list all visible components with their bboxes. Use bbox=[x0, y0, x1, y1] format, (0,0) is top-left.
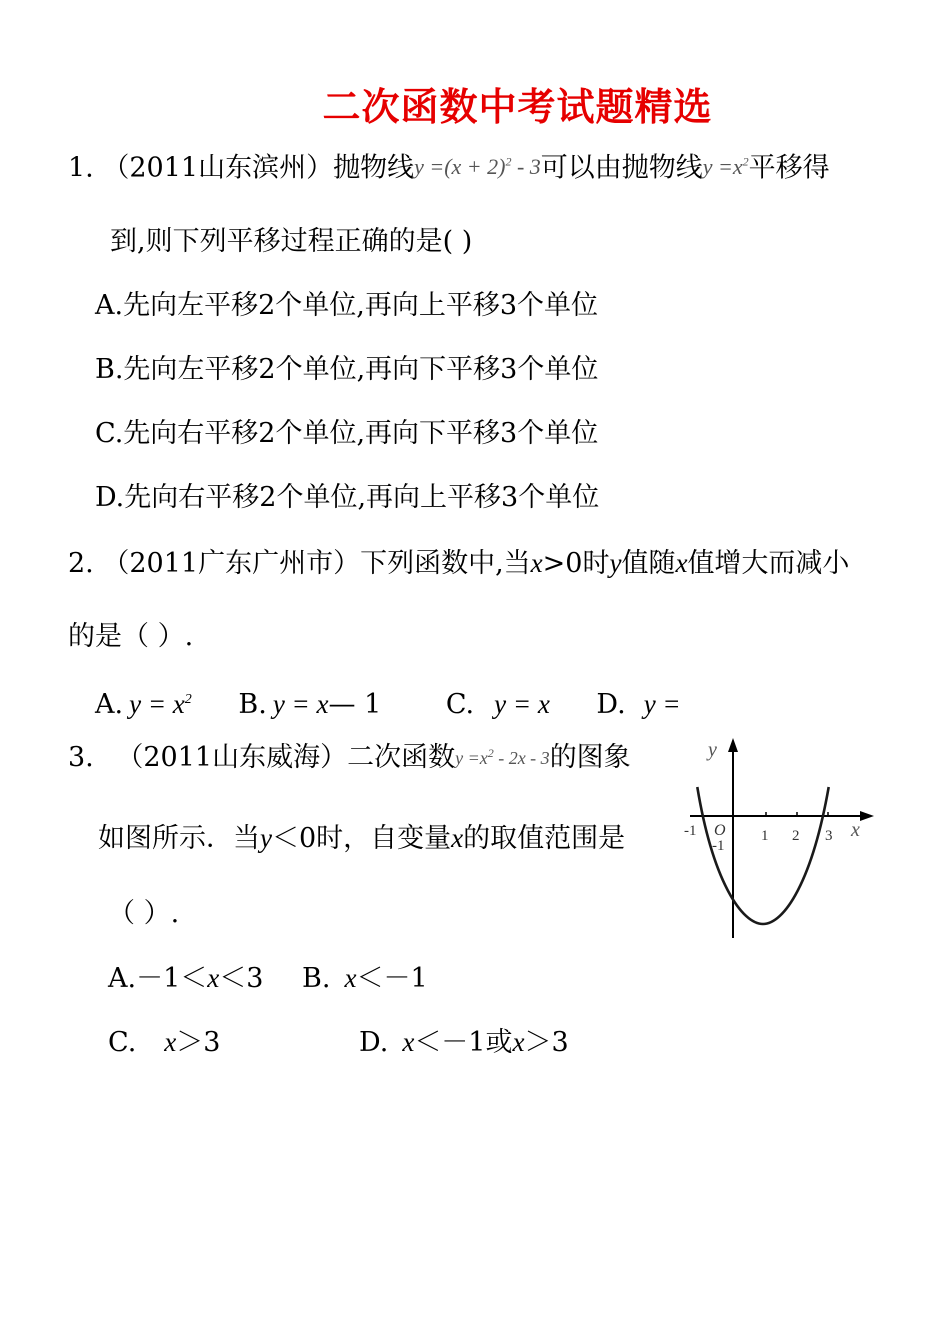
q3-source: （2011山东威海） bbox=[116, 742, 348, 773]
q2-option-c: C. y = x bbox=[445, 689, 550, 720]
q1-option-a: A.先向左平移2个单位,再向上平移3个单位 bbox=[95, 290, 599, 321]
q3-number: 3. bbox=[68, 742, 94, 773]
q2-option-b: B. y = x— 1 bbox=[238, 689, 382, 720]
x-axis-label: x bbox=[851, 819, 860, 841]
q3-options-row1 bbox=[108, 958, 428, 999]
x-tick-3: 3 bbox=[825, 828, 833, 844]
q2-option-d: D. y = bbox=[596, 689, 681, 720]
y-axis-label: y bbox=[708, 739, 717, 761]
q3-line1 bbox=[68, 733, 631, 778]
q2-line1: 2. （2011广东广州市）下列函数中,当x>0时y值随x值增大而减小 bbox=[68, 548, 850, 579]
q1-option-d: D.先向右平移2个单位,再向上平移3个单位 bbox=[95, 482, 600, 513]
x-axis-arrow bbox=[860, 811, 874, 821]
x-tick-2: 2 bbox=[792, 828, 800, 844]
q3-option-d: D. x＜－1或x＞3 bbox=[359, 1027, 569, 1058]
parabola bbox=[697, 787, 828, 924]
q2-stem-a: 下列函数中,当 bbox=[360, 548, 531, 579]
q1-stem-d: 到,则下列平移过程正确的是( ) bbox=[110, 226, 473, 257]
q1-stem-a: 抛物线 bbox=[333, 152, 415, 184]
origin-label: O bbox=[714, 822, 726, 839]
x-tick-1: 1 bbox=[761, 828, 769, 844]
q3-option-a: A.－1＜x＜3 bbox=[108, 963, 264, 994]
page-title: 二次函数中考试题精选 bbox=[322, 85, 713, 129]
q2-option-a: A. $y = x^2$ bbox=[95, 689, 192, 720]
q2-source: （2011广东广州市） bbox=[102, 548, 361, 579]
q2-stem-b: 值增大而减小 bbox=[687, 548, 850, 579]
q3-stem-a: 二次函数 bbox=[347, 742, 456, 773]
q1-source: （2011山东滨州） bbox=[102, 152, 334, 184]
y-axis-arrow bbox=[728, 738, 738, 752]
q1-formula2: $y =x^2$ bbox=[702, 154, 749, 180]
q1-stem-c: 平移得 bbox=[748, 152, 830, 184]
q3-option-b: B. x＜－1 bbox=[302, 963, 428, 994]
q1-formula1: $y =(x + 2)^2 - 3$ bbox=[414, 154, 541, 180]
q3-parabola-graph bbox=[680, 732, 880, 944]
q1-number: 1. bbox=[68, 152, 94, 184]
q3-options-row2 bbox=[108, 1022, 569, 1063]
q3-option-c: C. x＞3 bbox=[108, 1027, 221, 1058]
x-tick-neg1: -1 bbox=[684, 823, 697, 839]
q2-stem-c: 的是（ ）. bbox=[68, 621, 194, 652]
q1-stem-b: 可以由抛物线 bbox=[540, 152, 703, 184]
q1-option-b: B.先向左平移2个单位,再向下平移3个单位 bbox=[95, 354, 599, 385]
q2-number: 2. bbox=[68, 548, 94, 579]
y-tick-neg1: -1 bbox=[712, 838, 725, 854]
q1-option-c: C.先向右平移2个单位,再向下平移3个单位 bbox=[95, 418, 599, 449]
q1-line1 bbox=[68, 142, 830, 188]
q3-formula: $y =x^2 - 2x - 3$ bbox=[455, 746, 550, 768]
q3-line2: 如图所示．当y＜0时，自变量x的取值范围是 bbox=[98, 823, 626, 854]
q3-stem-b: 的图象 bbox=[549, 742, 631, 773]
q3-blank: （ ）. bbox=[108, 898, 180, 929]
q2-options bbox=[95, 680, 855, 725]
